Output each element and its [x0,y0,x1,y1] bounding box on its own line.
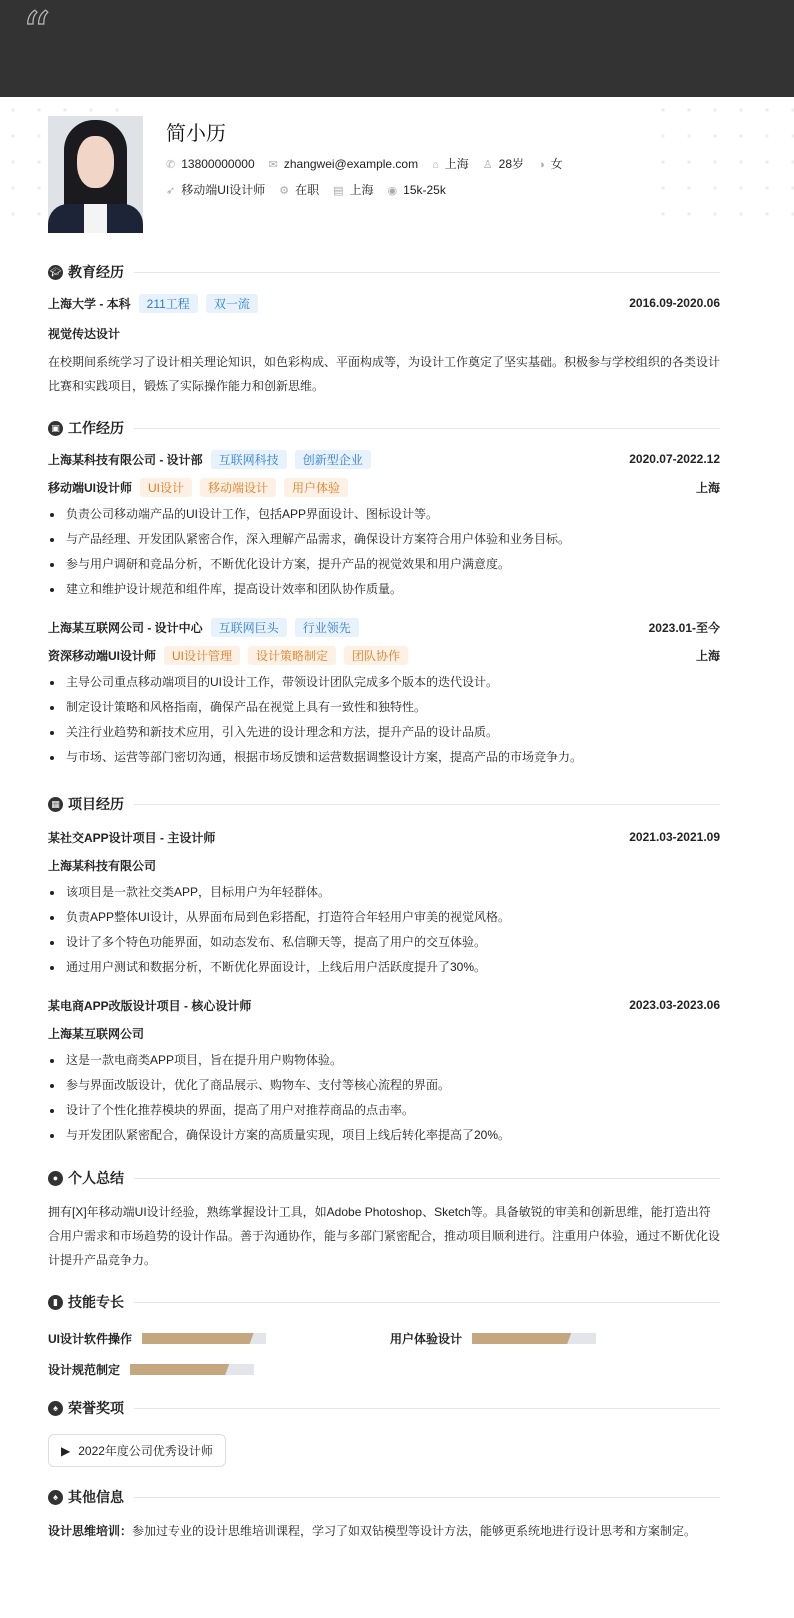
skill-item [48,1361,390,1378]
list-item: 与开发团队紧密配合，确保设计方案的高质量实现，项目上线后转化率提高了20%。 [48,1123,720,1148]
tag: 团队协作 [344,646,408,665]
graduation-icon: 🎓︎ [48,265,63,280]
award-item: ▶ 2022年度公司优秀设计师 [48,1434,226,1467]
avatar-photo [48,116,143,233]
location: ⌂ 上海 [432,157,469,171]
gender: ◑ 女 [538,157,563,171]
section-other: ♠ 其他信息 [48,1485,720,1509]
phone-icon: ✆ [166,158,176,171]
home-icon: ⌂ [432,159,439,171]
grid-icon: ▦ [48,797,63,812]
company: 上海某科技有限公司 - 设计部 [48,452,203,467]
building-icon: ▤ [333,185,344,197]
skill-bar [142,1333,266,1344]
email: ✉ zhangwei@example.com [268,156,419,171]
list-item: 这是一款电商类APP项目，旨在提升用户购物体验。 [48,1048,720,1073]
candidate-name: 简小历 [166,123,226,145]
project-name: 某电商APP改版设计项目 - 核心设计师 [48,998,252,1013]
list-item: 负责公司移动端产品的UI设计工作，包括APP界面设计、图标设计等。 [48,502,720,527]
profile-header [0,97,794,237]
project-org: 上海某互联网公司 [48,1026,145,1041]
list-item: 与市场、运营等部门密切沟通，根据市场反馈和运营数据调整设计方案，提高产品的市场竞争力。 [48,745,720,770]
list-item: 主导公司重点移动端项目的UI设计工作，带领设计团队完成多个版本的迭代设计。 [48,670,720,695]
job-date: 2023.01-至今 [648,620,720,635]
section-education: 🎓︎ 教育经历 [48,260,720,284]
list-item: 负责APP整体UI设计，从界面布局到色彩搭配，打造符合年轻用户审美的视觉风格。 [48,905,720,930]
project-date: 2023.03-2023.06 [629,998,720,1012]
bullet-list [48,670,720,770]
project-name: 某社交APP设计项目 - 主设计师 [48,830,216,845]
skill-bar-fill [130,1364,229,1375]
list-item: 设计了多个特色功能界面，如动态发布、私信聊天等，提高了用户的交互体验。 [48,930,720,955]
salary: ◉ 15k-25k [387,182,446,197]
list-item: 设计了个性化推荐模块的界面，提高了用户对推荐商品的点击率。 [48,1098,720,1123]
money-icon: ◉ [387,184,398,197]
city: ▤ 上海 [333,183,374,197]
skill-name: UI设计软件操作 [48,1332,133,1346]
tag: 互联网科技 [211,450,287,469]
skill-item [48,1330,390,1347]
job-city: 上海 [695,648,720,663]
gear-icon: ⚙ [279,185,290,197]
tag: 211工程 [139,294,198,313]
education-row: 上海大学 - 本科 211工程 双一流 2016.09-2020.06 [48,290,720,316]
user-icon: ♙ [482,159,493,171]
major: 视觉传达设计 [48,326,121,341]
header-banner [0,0,794,97]
tag: 互联网巨头 [211,618,287,637]
briefcase-icon: ▣ [48,421,63,436]
section-honors: ♠ 荣誉奖项 [48,1396,720,1420]
tag: 设计策略制定 [248,646,336,665]
triangle-icon: ▶ [61,1443,71,1458]
email-icon: ✉ [268,158,278,171]
quote-icon: “ [22,1,51,66]
job-date: 2020.07-2022.12 [629,452,720,466]
tag: 行业领先 [295,618,359,637]
award-icon: ♠ [48,1401,63,1416]
project-org: 上海某科技有限公司 [48,858,157,873]
tag: 移动端设计 [200,478,276,497]
send-icon: ➶ [166,185,176,197]
other-info: 设计思维培训：参加过专业的设计思维培训课程，学习了如双钻模型等设计方法，能够更系统地进行设计思考和方案制定。 [48,1524,697,1538]
list-item: 参与用户调研和竞品分析，不断优化设计方案，提升产品的视觉效果和用户满意度。 [48,552,720,577]
bullet-list [48,502,720,602]
phone: ✆ 13800000000 [166,156,255,171]
list-item: 该项目是一款社交类APP，目标用户为年轻群体。 [48,880,720,905]
summary-text: 拥有[X]年移动端UI设计经验，熟练掌握设计工具，如Adobe Photoshop、Sketch等。具备敏锐的审美和创新思维，能打造出符合用户需求和市场趋势的设计作品。善于沟通协作，能与多部门紧密配合，推动项目顺利进行。注重用户体验，通过不断优化设计提升产品竞争力。 [48,1205,721,1267]
project-entry [48,992,720,1148]
skill-bar-fill [142,1333,254,1344]
project-entry [48,824,720,980]
job-entry [48,614,720,770]
job-entry [48,446,720,602]
skill-bar [130,1364,254,1375]
age: ♙ 28岁 [482,157,525,171]
list-item: 通过用户测试和数据分析，不断优化界面设计，上线后用户活跃度提升了30%。 [48,955,720,980]
tag: UI设计 [140,478,192,497]
list-item: 制定设计策略和风格指南，确保产品在视觉上具有一致性和独特性。 [48,695,720,720]
info-icon: ♠ [48,1490,63,1505]
position: ➶ 移动端UI设计师 [166,183,266,197]
list-item: 关注行业趋势和新技术应用，引入先进的设计理念和方法，提升产品的设计品质。 [48,720,720,745]
status: ⚙ 在职 [279,183,320,197]
list-item: 与产品经理、开发团队紧密合作，深入理解产品需求，确保设计方案符合用户体验和业务目标。 [48,527,720,552]
skill-bar [472,1333,596,1344]
bullet-list [48,880,720,980]
person-icon: ● [48,1171,63,1186]
gender-icon: ◑ [538,159,545,171]
tag: 双一流 [206,294,258,313]
section-projects: ▦ 项目经历 [48,792,720,816]
section-summary: ● 个人总结 [48,1166,720,1190]
company: 上海某互联网公司 - 设计中心 [48,620,203,635]
chart-icon: ▮ [48,1295,63,1310]
skill-name: 设计规范制定 [48,1363,121,1377]
skill-bar-fill [472,1333,571,1344]
list-item: 建立和维护设计规范和组件库，提高设计效率和团队协作质量。 [48,577,720,602]
tag: UI设计管理 [164,646,240,665]
role: 资深移动端UI设计师 [48,648,157,663]
education-desc: 在校期间系统学习了设计相关理论知识，如色彩构成、平面构成等，为设计工作奠定了坚实基础。积极参与学校组织的各类设计比赛和实践项目，锻炼了实际操作能力和创新思维。 [48,355,721,393]
role: 移动端UI设计师 [48,480,133,495]
tag: 用户体验 [284,478,348,497]
job-city: 上海 [695,480,720,495]
skill-item [390,1330,690,1347]
section-work: ▣ 工作经历 [48,416,720,440]
section-skills: ▮ 技能专长 [48,1290,720,1314]
list-item: 参与界面改版设计，优化了商品展示、购物车、支付等核心流程的界面。 [48,1073,720,1098]
project-date: 2021.03-2021.09 [629,830,720,844]
bullet-list [48,1048,720,1148]
tag: 创新型企业 [295,450,371,469]
skill-name: 用户体验设计 [390,1332,463,1346]
